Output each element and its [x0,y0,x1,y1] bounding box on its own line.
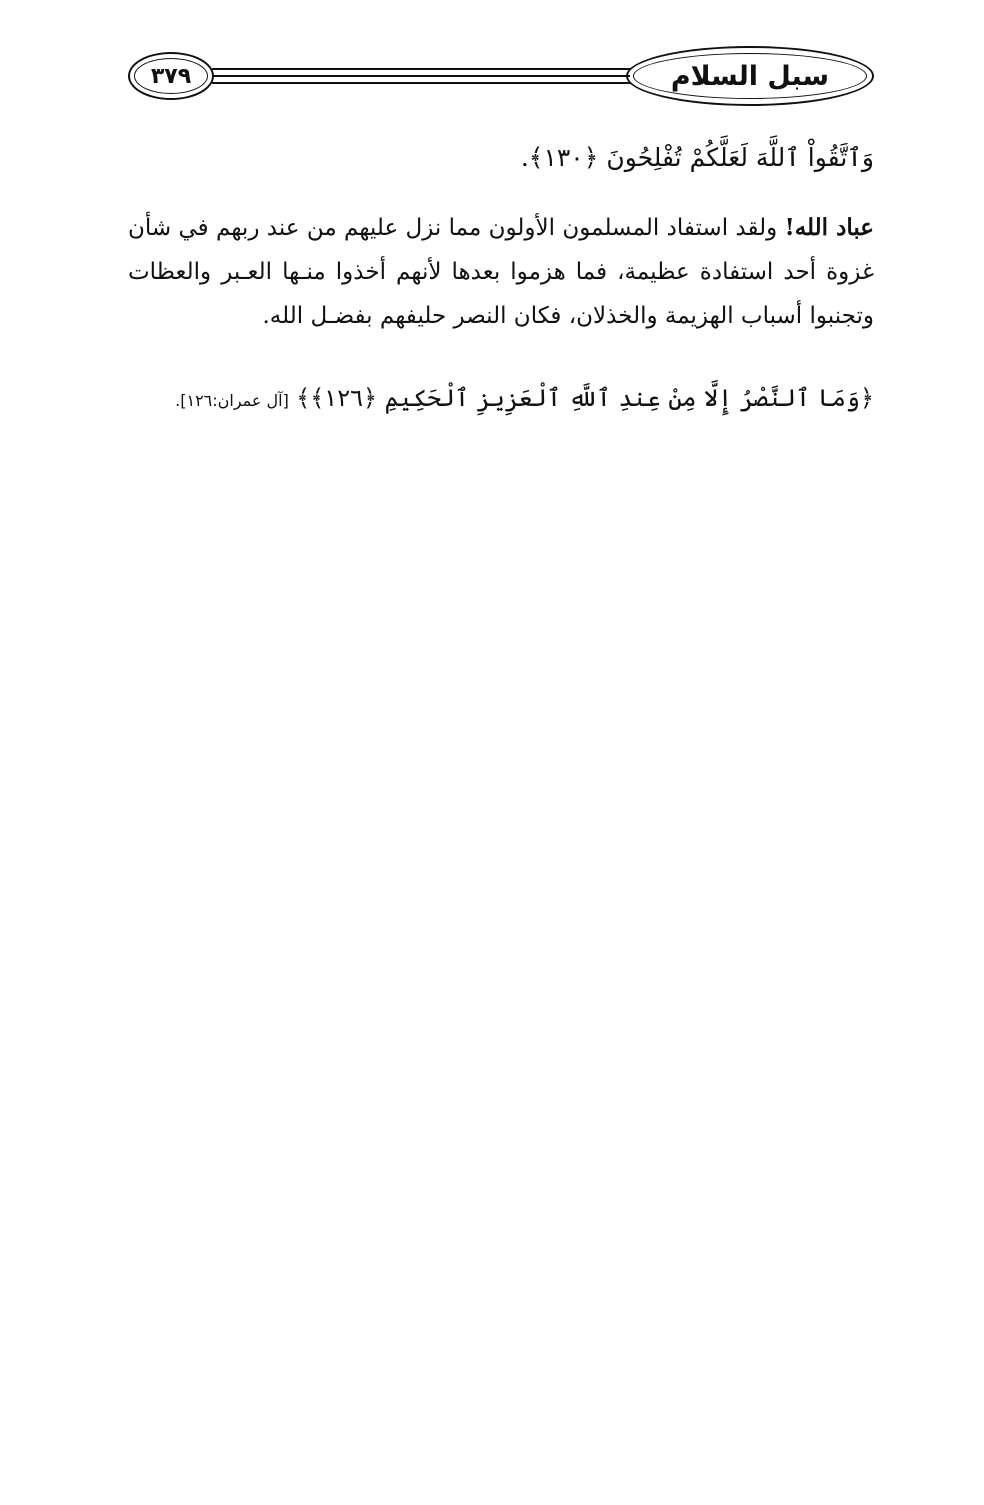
header-rule [212,68,630,70]
header-rule [212,75,630,77]
book-title: سبل السلام [670,60,830,92]
quran-verse-top: وَٱتَّقُواْ ٱللَّهَ لَعَلَّكُمْ تُفْلِحُونَ ﴿١٣٠﴾. [520,143,874,172]
running-header [128,46,874,110]
paragraph-lead: عباد الله! [784,214,874,241]
page-number: ٣٧٩ [150,63,192,89]
header-rule [212,82,630,84]
closing-line [128,376,874,423]
quran-verse-closing: ﴿وَمَا ٱلنَّصْرُ إِلَّا مِنْ عِندِ ٱللَّهِ ٱلْعَزِيزِ ٱلْحَكِيمِ ﴿١٢٦﴾﴾ [296,384,874,412]
page-number-badge [128,52,214,100]
verse-citation: [آل عمران:١٢٦]. [175,391,289,410]
book-title-badge [626,46,874,106]
main-paragraph [128,206,874,338]
paragraph-text: ولقد استفاد المسلمون الأولون مما نزل عليهم من عند ربهم في شأن غزوة أحد استفادة عظيمة، فما هزموا بعدها لأنهم أخذوا منـها العـبر والعظات وتجنبوا أسباب الهزيمة والخذلان، فكان النصر حليفهم بفضـل الله. [128,215,874,329]
